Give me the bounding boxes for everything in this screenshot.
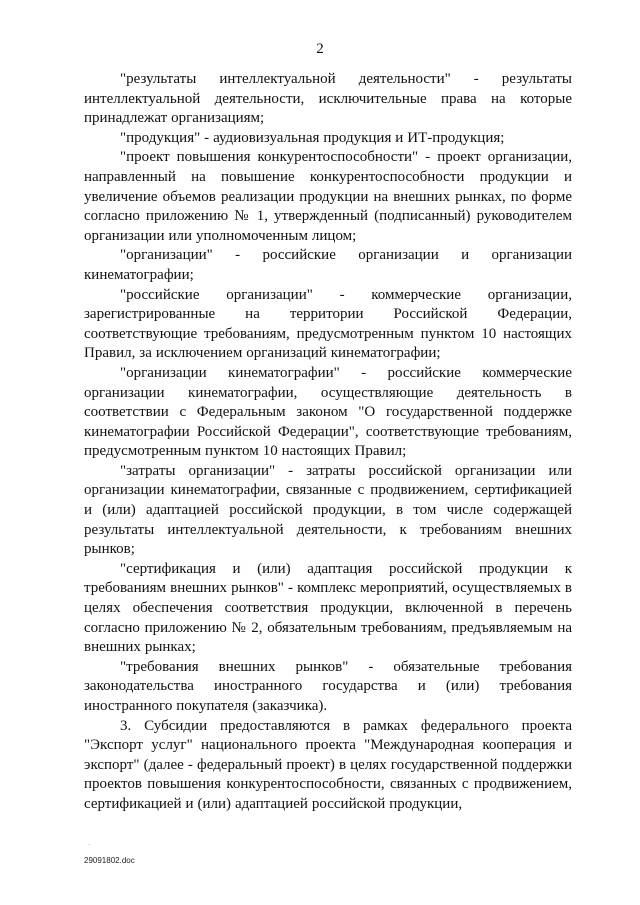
footer-mark: ·	[88, 842, 90, 848]
paragraph-certification-adaptation: "сертификация и (или) адаптация российской продукции к требованиям внешних рынков" - комплекс мероприятий, осуществляемых в целях обеспечения соответствия продукции, включенной в перечень согласно приложению № 2, обязательным требованиям, предъявляемым на внешних рынках;	[84, 560, 572, 656]
paragraph-subsidies-clause-3: 3. Субсидии предоставляются в рамках федерального проекта "Экспорт услуг" национального проекта "Международная кооперация и экспорт" (далее - федеральный проект) в целях государственной поддержки проектов повышения конкурентоспособности, связанных с продвижением, сертификацией и (или) адаптацией российской продукции,	[84, 717, 572, 812]
paragraph-russian-organizations: "российские организации" - коммерческие организации, зарегистрированные на территории Российской Федерации, соответствующие требованиям, предусмотренным пунктом 10 настоящих Правил, за исключением организаций кинематографии;	[84, 286, 572, 362]
paragraph-organizations: "организации" - российские организации и организации кинематографии;	[84, 247, 572, 283]
paragraph-market-requirements: "требования внешних рынков" - обязательные требования законодательства иностранного государства и (или) требования иностранного покупателя (заказчика).	[84, 658, 572, 714]
paragraph-products: "продукция" - аудиовизуальная продукция и ИТ-продукция;	[120, 129, 505, 146]
footer-filename: 29091802.doc	[84, 856, 135, 865]
paragraph-intellectual-results: "результаты интеллектуальной деятельности" - результаты интеллектуальной деятельности, исключительные права на которые принадлежат организациям;	[84, 71, 572, 127]
page-number: 2	[316, 41, 324, 57]
document-body	[84, 70, 572, 815]
paragraph-cinematography-organizations: "организации кинематографии" - российские коммерческие организации кинематографии, осуществляющие деятельность в соответствии с Федеральным законом "О государственной поддержке кинематографии Российской Федерации", соответствующие требованиям, предусмотренным пунктом 10 настоящих Правил;	[84, 364, 572, 460]
paragraph-organization-costs: "затраты организации" - затраты российской организации или организации кинематографии, связанные с продвижением, сертификацией и (или) адаптацией российской продукции, в том числе содержащей результаты интеллектуальной деятельности, к требованиям внешних рынков;	[84, 462, 572, 558]
paragraph-competitiveness-project: "проект повышения конкурентоспособности" - проект организации, направленный на повышение конкурентоспособности продукции и увеличение объемов реализации продукции на внешних рынках, по форме согласно приложению № 1, утвержденный (подписанный) руководителем организации или уполномоченным лицом;	[84, 149, 572, 244]
